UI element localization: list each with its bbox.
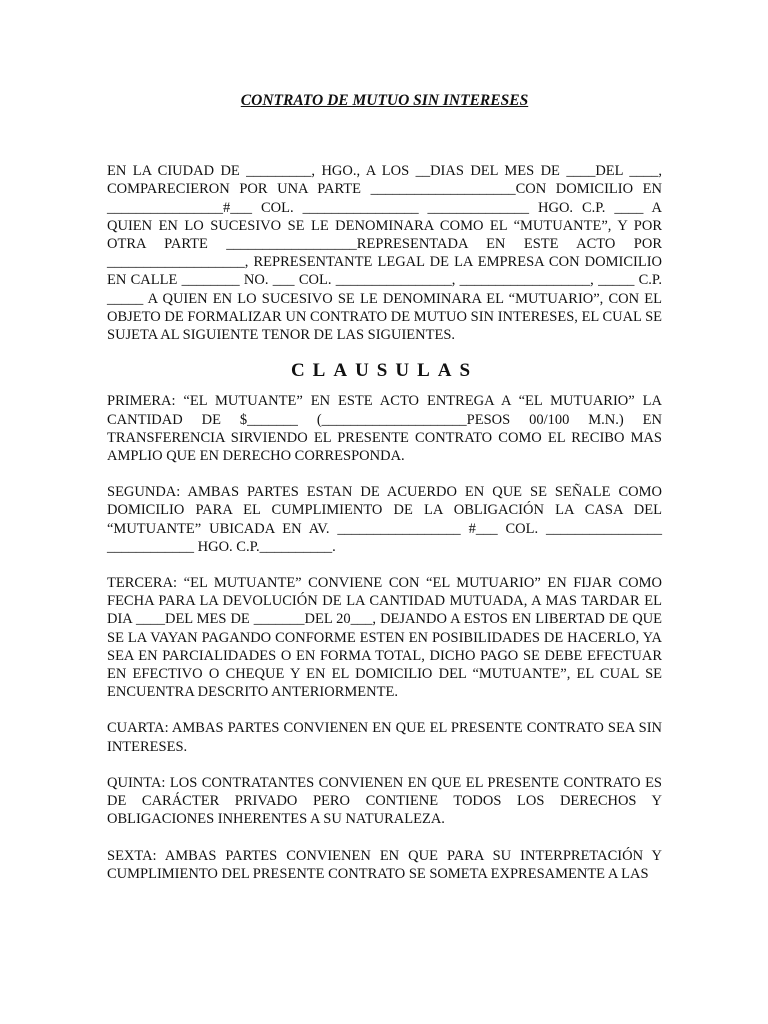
clauses-heading: CLAUSULAS <box>290 360 479 382</box>
clause-primera: PRIMERA: “EL MUTUANTE” EN ESTE ACTO ENTREGA A “EL MUTUARIO” LA CANTIDAD DE $_______ (____________________PESOS 00/100 M.N.) EN TRANSFERENCIA SIRVIENDO EL PRESENTE CONTRATO COMO EL RECIBO MAS AMPLIO QUE EN DERECHO CORRESPONDA. <box>107 393 662 465</box>
clause-quinta: QUINTA: LOS CONTRATANTES CONVIENEN EN QUE EL PRESENTE CONTRATO ES DE CARÁCTER PRIVADO PERO CONTIENE TODOS LOS DERECHOS Y OBLIGACIONES INHERENTES A SU NATURALEZA. <box>107 774 662 828</box>
document-title: CONTRATO DE MUTUO SIN INTERESES <box>240 92 529 109</box>
clause-cuarta: CUARTA: AMBAS PARTES CONVIENEN EN QUE EL PRESENTE CONTRATO SEA SIN INTERESES. <box>107 720 662 755</box>
clause-sexta: SEXTA: AMBAS PARTES CONVIENEN EN QUE PARA SU INTERPRETACIÓN Y CUMPLIMIENTO DEL PRESENTE CONTRATO SE SOMETA EXPRESAMENTE A LAS <box>107 847 662 882</box>
clause-segunda: SEGUNDA: AMBAS PARTES ESTAN DE ACUERDO EN QUE SE SEÑALE COMO DOMICILIO PARA EL CUMPLIMIENTO DE LA OBLIGACIÓN LA CASA DEL “MUTUANTE” UBICADA EN AV. _________________ #___ COL. ________________ ____________ HGO. C.P.__________. <box>107 484 662 555</box>
document-page <box>107 92 662 901</box>
clause-tercera: TERCERA: “EL MUTUANTE” CONVIENE CON “EL MUTUARIO” EN FIJAR COMO FECHA PARA LA DEVOLUCIÓN DE LA CANTIDAD MUTUADA, A MAS TARDAR EL DIA ____DEL MES DE _______DEL 20___, DEJANDO A ESTOS EN LIBERTAD DE QUE SE LA VAYAN PAGANDO CONFORME ESTEN EN POSIBILIDADES DE HACERLO, YA SEA EN PARCIALIDADES O EN FORMA TOTAL, DICHO PAGO SE DEBE EFECTUAR EN EFECTIVO O CHEQUE Y EN EL DOMICILIO DEL “MUTUANTE”, EL CUAL SE ENCUENTRA DESCRITO ANTERIORMENTE. <box>107 575 662 701</box>
intro-paragraph: EN LA CIUDAD DE _________, HGO., A LOS __DIAS DEL MES DE ____DEL ____, COMPARECIERON POR UNA PARTE ____________________CON DOMICILIO EN ________________#___ COL. ________________ ______________ HGO. C.P. ____ A QUIEN EN LO SUCESIVO SE LE DENOMINARA COMO EL “MUTUANTE”, Y POR OTRA PARTE __________________REPRESENTADA EN ESTE ACTO POR ___________________, REPRESENTANTE LEGAL DE LA EMPRESA CON DOMICILIO EN CALLE ________ NO. ___ COL. ________________, __________________, _____ C.P. _____ A QUIEN EN LO SUCESIVO SE LE DENOMINARA EL “MUTUARIO”, CON EL OBJETO DE FORMALIZAR UN CONTRATO DE MUTUO SIN INTERESES, EL CUAL SE SUJETA AL SIGUIENTE TENOR DE LAS SIGUIENTES. <box>107 163 662 344</box>
